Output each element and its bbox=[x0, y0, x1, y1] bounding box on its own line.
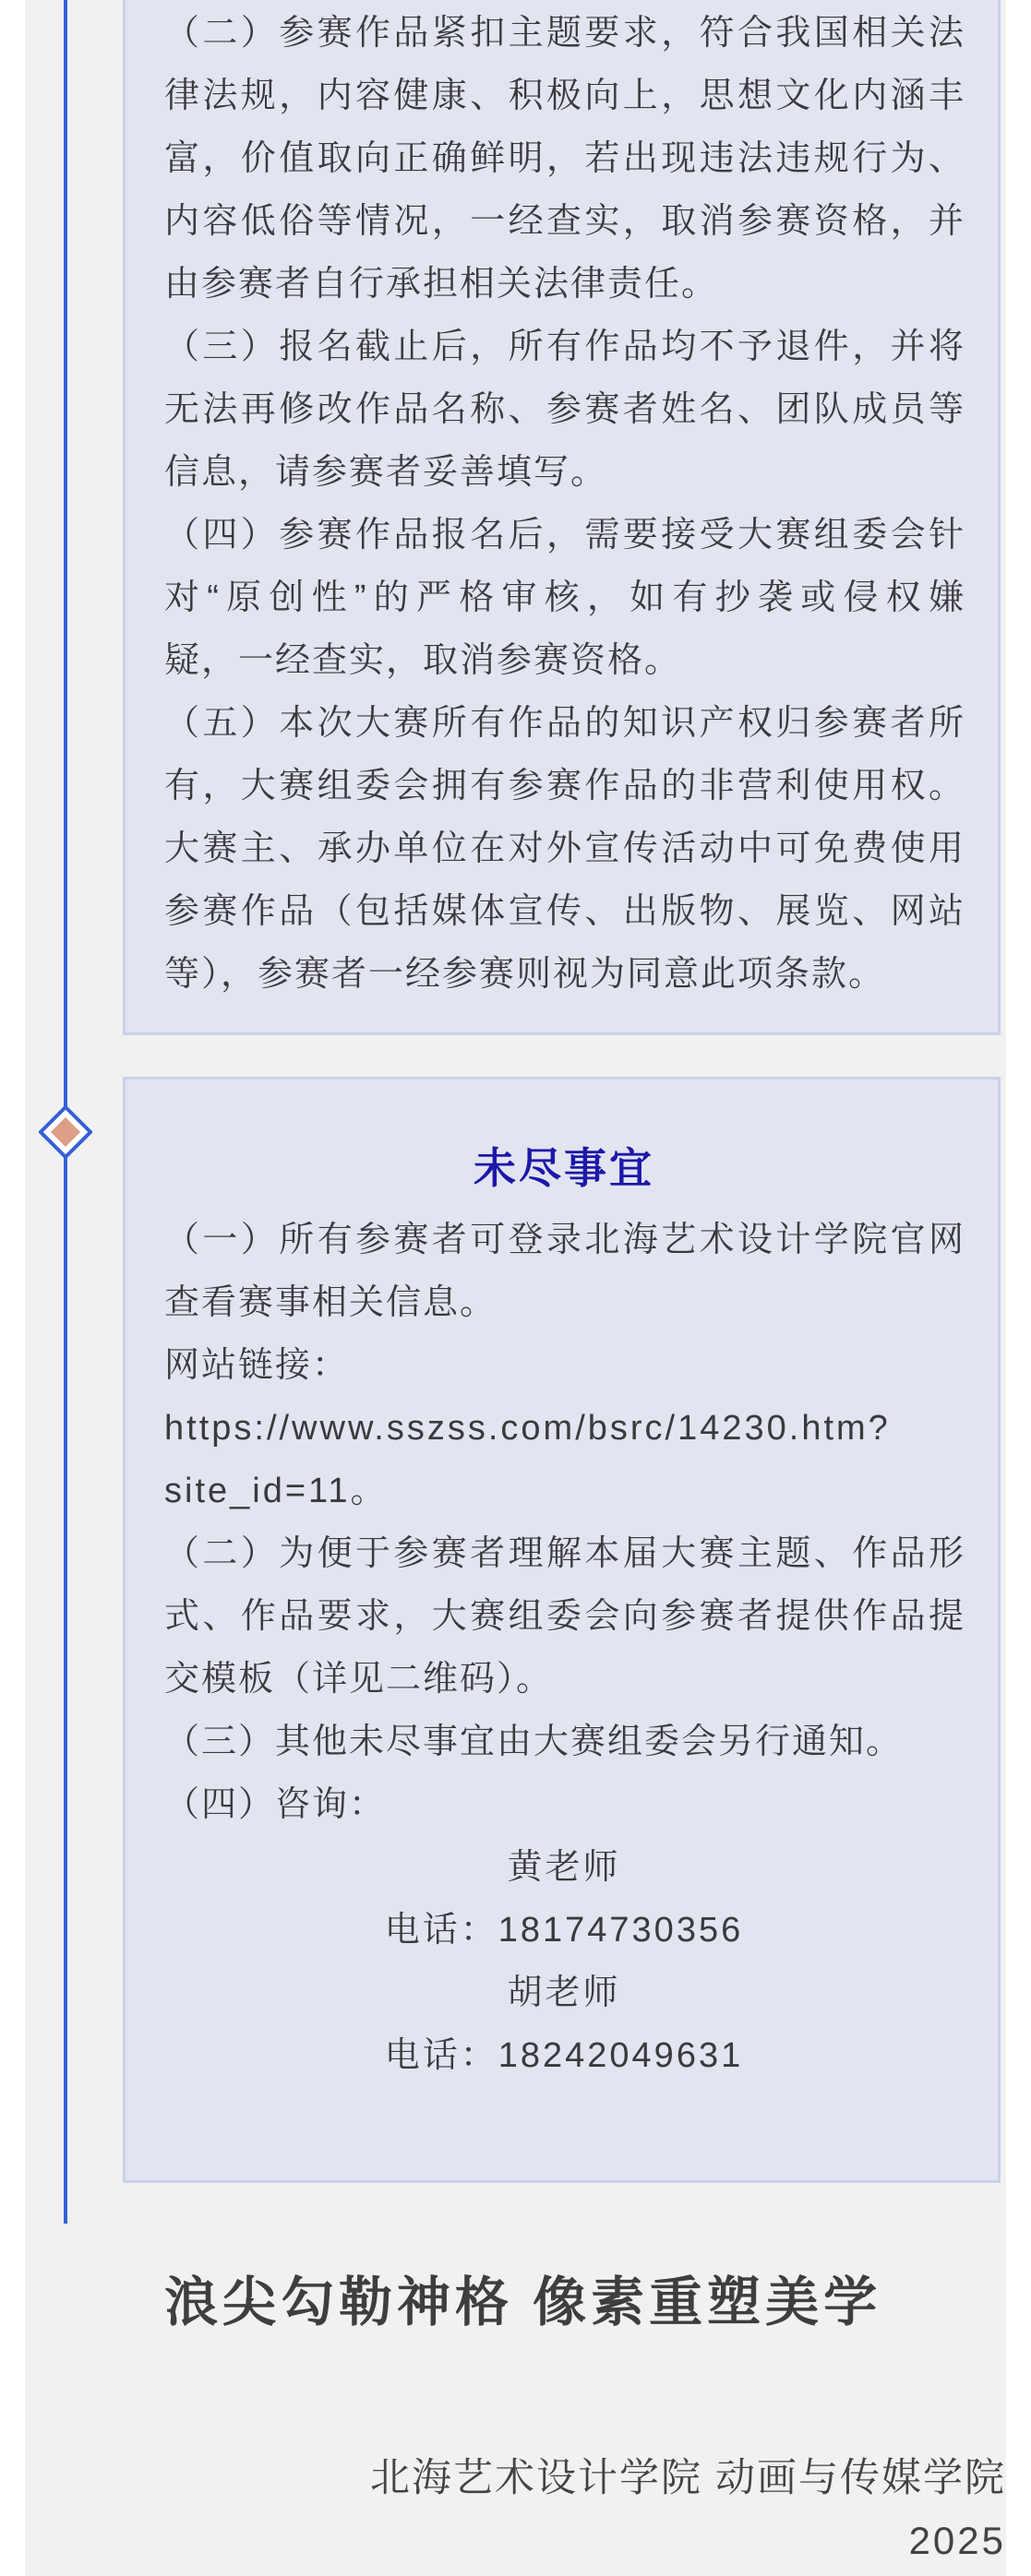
timeline-diamond-icon bbox=[39, 1105, 92, 1159]
rules-text-line: 无法再修改作品名称、参赛者姓名、团队成员等 bbox=[164, 390, 964, 429]
misc-matters-text-line: site_id=11。 bbox=[164, 1472, 389, 1510]
misc-matters-text-block bbox=[164, 1209, 964, 2087]
misc-matters-text-line: 电话：18242049631 bbox=[384, 2036, 744, 2075]
rules-text-line: 富，价值取向正确鲜明，若出现违法违规行为、 bbox=[164, 139, 964, 178]
rules-text-line: 有，大赛组委会拥有参赛作品的非营利使用权。 bbox=[164, 767, 964, 805]
rules-text-block bbox=[164, 2, 964, 1006]
rules-text-line: 疑，一经查实，取消参赛资格。 bbox=[164, 641, 682, 680]
rules-text-line: 对“原创性”的严格审核，如有抄袭或侵权嫌 bbox=[164, 578, 964, 617]
footer-organization: 北海艺术设计学院 动画与传媒学院 bbox=[370, 2456, 1006, 2500]
misc-matters-text-line: https://www.sszss.com/bsrc/14230.htm? bbox=[164, 1409, 891, 1448]
rules-text-line: 律法规，内容健康、积极向上，思想文化内涵丰 bbox=[164, 77, 964, 115]
misc-matters-text-line: （三）其他未尽事宜由大赛组委会另行通知。 bbox=[164, 1723, 904, 1761]
misc-matters-title: 未尽事宜 bbox=[474, 1144, 654, 1192]
misc-matters-text-line: 式、作品要求，大赛组委会向参赛者提供作品提 bbox=[164, 1597, 964, 1636]
misc-matters-text-line: 网站链接： bbox=[164, 1346, 350, 1385]
misc-matters-text-line: 电话：18174730356 bbox=[384, 1911, 744, 1950]
misc-matters-text-line: （四）咨询： bbox=[164, 1785, 387, 1824]
misc-matters-text-line: 查看赛事相关信息。 bbox=[164, 1283, 498, 1322]
rules-text-line: 等），参赛者一经参赛则视为同意此项条款。 bbox=[164, 955, 886, 994]
misc-matters-text-line: 胡老师 bbox=[507, 1974, 621, 2012]
rules-text-line: 内容低俗等情况，一经查实，取消参赛资格，并 bbox=[164, 202, 964, 241]
rules-text-line: 大赛主、承办单位在对外宣传活动中可免费使用 bbox=[164, 829, 964, 868]
misc-matters-text-line: 黄老师 bbox=[507, 1848, 621, 1887]
rules-text-line: （三）报名截止后，所有作品均不予退件，并将 bbox=[164, 328, 964, 366]
misc-matters-text-line: 交模板（详见二维码）。 bbox=[164, 1660, 554, 1699]
rules-text-line: 参赛作品（包括媒体宣传、出版物、展览、网站 bbox=[164, 892, 964, 931]
misc-matters-text-line: （二）为便于参赛者理解本届大赛主题、作品形 bbox=[164, 1534, 964, 1573]
rules-text-line: （四）参赛作品报名后，需要接受大赛组委会针 bbox=[164, 516, 964, 555]
rules-text-line: 信息，请参赛者妥善填写。 bbox=[164, 453, 608, 492]
slogan-text: 浪尖勾勒神格 像素重塑美学 bbox=[164, 2272, 882, 2332]
misc-matters-text-line: （一）所有参赛者可登录北海艺术设计学院官网 bbox=[164, 1221, 964, 1259]
rules-text-line: 由参赛者自行承担相关法律责任。 bbox=[164, 265, 719, 304]
rules-text-line: （五）本次大赛所有作品的知识产权归参赛者所 bbox=[164, 704, 964, 743]
footer-year: 2025 bbox=[908, 2519, 1006, 2562]
rules-text-line: （二）参赛作品紧扣主题要求，符合我国相关法 bbox=[164, 14, 964, 53]
